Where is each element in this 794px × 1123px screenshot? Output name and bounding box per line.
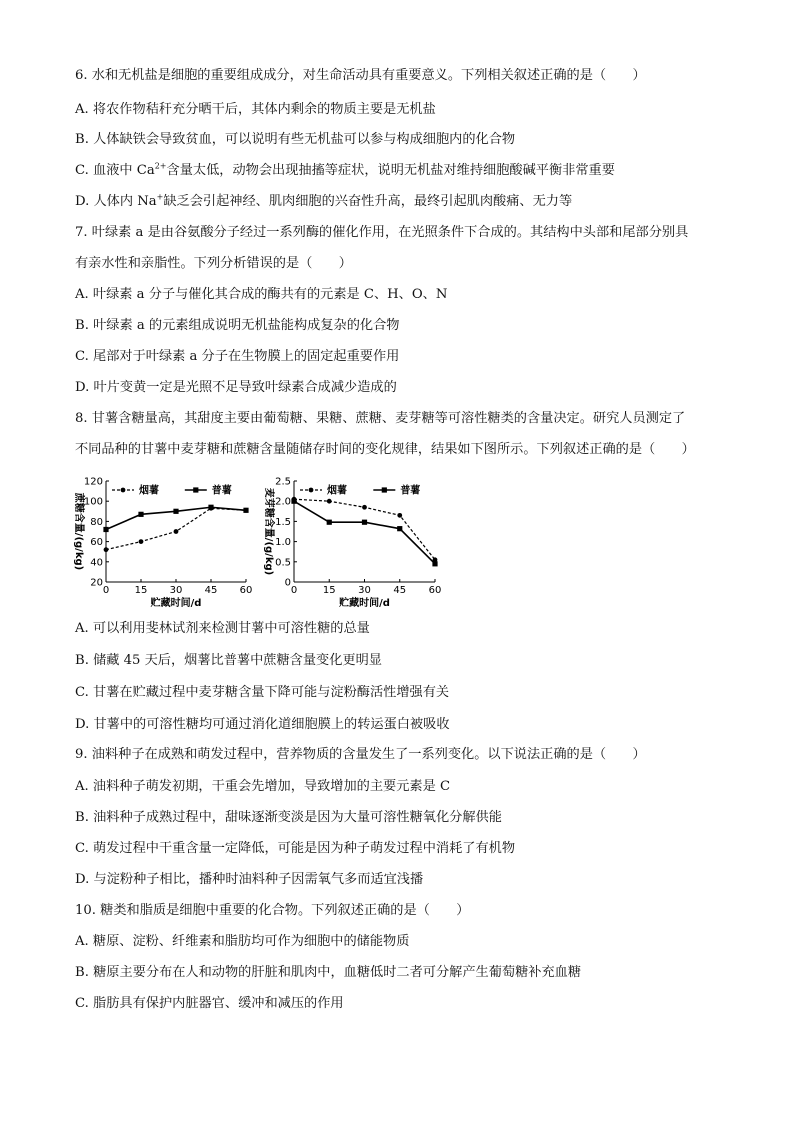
- q10-option-b: B. 糖原主要分布在人和动物的肝脏和肌肉中，血糖低时二者可分解产生葡萄糖补充血糖: [75, 965, 582, 980]
- q6-option-c-post: 含量太低，动物会出现抽搐等症状，说明无机盐对维持细胞酸碱平衡非常重要: [166, 163, 615, 178]
- x-tick-label: 30: [169, 585, 183, 596]
- q10-option-c: C. 脂肪具有保护内脏器官、缓冲和减压的作用: [75, 996, 344, 1011]
- q6-option-c-sup: 2+: [154, 161, 167, 171]
- q6-option-d-pre: D. 人体内 Na: [75, 194, 157, 209]
- data-point-普薯: [362, 520, 367, 525]
- legend-marker: [121, 488, 126, 493]
- q8-option-c: C. 甘薯在贮藏过程中麦芽糖含量下降可能与淀粉酶活性增强有关: [75, 685, 450, 700]
- data-point-普薯: [291, 499, 296, 504]
- q10-option-a: A. 糖原、淀粉、纤维素和脂肪均可作为细胞中的储能物质: [75, 934, 410, 949]
- data-point-普薯: [327, 520, 332, 525]
- q10-stem: 10. 糖类和脂质是细胞中重要的化合物。下列叙述正确的是（ ）: [75, 903, 470, 918]
- q7-option-c: C. 尾部对于叶绿素 a 分子在生物膜上的固定起重要作用: [75, 349, 400, 364]
- q9-option-c: C. 萌发过程中干重含量一定降低，可能是因为种子萌发过程中消耗了有机物: [75, 841, 516, 856]
- data-point-普薯: [103, 527, 108, 532]
- x-axis-label: 贮藏时间/d: [150, 598, 202, 609]
- q6-option-b: B. 人体缺铁会导致贫血，可以说明有些无机盐可以参与构成细胞内的化合物: [75, 132, 516, 147]
- legend-marker: [309, 488, 314, 493]
- data-point-烟薯: [139, 539, 144, 544]
- q6-option-c: [75, 162, 615, 180]
- q7-stem-1: 7. 叶绿素 a 是由谷氨酸分子经过一系列酶的催化作用，在光照条件下合成的。其结构中头部和尾部分别具: [75, 225, 689, 240]
- q6-option-d-sup: +: [156, 192, 164, 202]
- data-point-普薯: [208, 505, 213, 510]
- data-point-普薯: [243, 508, 248, 513]
- data-point-烟薯: [362, 505, 367, 510]
- y-axis-label: 蔗糖含量/(g/kg): [73, 492, 84, 571]
- x-tick-label: 45: [393, 585, 407, 596]
- q7-stem-2: 有亲水性和亲脂性。下列分析错误的是（ ）: [75, 256, 352, 271]
- q6-option-c-pre: C. 血液中 Ca: [75, 163, 155, 178]
- y-tick-label: 40: [90, 557, 103, 569]
- legend-label: 烟薯: [139, 485, 159, 497]
- y-tick-label: 0: [284, 577, 291, 589]
- sucrose-chart: [62, 470, 267, 610]
- x-tick-label: 30: [358, 585, 371, 596]
- x-tick-label: 0: [290, 585, 298, 596]
- q9-option-d: D. 与淀粉种子相比，播种时油料种子因需氧气多而适宜浅播: [75, 872, 424, 887]
- y-tick-label: 1.5: [275, 516, 291, 528]
- series-line-普薯: [294, 501, 435, 564]
- y-tick-label: 100: [83, 496, 103, 508]
- q6-option-a: A. 将农作物秸秆充分晒干后，其体内剩余的物质主要是无机盐: [75, 102, 436, 117]
- data-point-烟薯: [104, 547, 109, 552]
- x-axis-label: 贮藏时间/d: [339, 598, 390, 609]
- legend-marker: [382, 487, 387, 492]
- data-point-烟薯: [174, 529, 179, 534]
- data-point-普薯: [173, 509, 178, 514]
- y-tick-label: 60: [90, 537, 103, 549]
- legend-marker: [193, 487, 198, 492]
- maltose-chart: [258, 470, 458, 610]
- q8-option-a: A. 可以利用斐林试剂来检测甘薯中可溶性糖的总量: [75, 621, 370, 636]
- x-tick-label: 15: [134, 585, 148, 596]
- x-tick-label: 45: [204, 585, 218, 596]
- q7-option-b: B. 叶绿素 a 的元素组成说明无机盐能构成复杂的化合物: [75, 318, 400, 333]
- legend-label: 普薯: [211, 485, 232, 497]
- q9-option-b: B. 油料种子成熟过程中，甜味逐渐变淡是因为大量可溶性糖氧化分解供能: [75, 810, 502, 825]
- q8-option-d: D. 甘薯中的可溶性糖均可通过消化道细胞膜上的转运蛋白被吸收: [75, 717, 450, 732]
- x-tick-label: 0: [102, 585, 110, 596]
- y-tick-label: 120: [83, 476, 103, 488]
- q7-option-d: D. 叶片变黄一定是光照不足导致叶绿素合成减少造成的: [75, 380, 397, 395]
- y-tick-label: 80: [90, 516, 103, 528]
- legend-label: 普薯: [400, 485, 421, 497]
- series-line-烟薯: [106, 508, 246, 549]
- q7-option-a: A. 叶绿素 a 分子与催化其合成的酶共有的元素是 C、H、O、N: [75, 287, 448, 302]
- q6-option-d: [75, 193, 572, 211]
- y-axis-label: 麦芽糖含量/(g/kg): [263, 487, 274, 576]
- y-tick-label: 0.5: [275, 557, 291, 569]
- y-tick-label: 2.0: [275, 496, 291, 508]
- x-tick-label: 60: [239, 585, 253, 596]
- data-point-烟薯: [397, 513, 402, 518]
- q6-option-d-post: 缺乏会引起神经、肌肉细胞的兴奋性升高，最终引起肌肉酸痛、无力等: [163, 194, 573, 209]
- y-tick-label: 2.5: [275, 476, 291, 488]
- data-point-烟薯: [327, 499, 332, 504]
- q8-option-b: B. 储藏 45 天后，烟薯比普薯中蔗糖含量变化更明显: [75, 653, 382, 668]
- y-tick-label: 20: [90, 577, 103, 589]
- legend-label: 烟薯: [327, 485, 347, 497]
- data-point-普薯: [397, 526, 402, 531]
- data-point-普薯: [432, 561, 437, 566]
- q6-stem: 6. 水和无机盐是细胞的重要组成成分，对生命活动具有重要意义。下列相关叙述正确的是（ ）: [75, 68, 646, 83]
- x-tick-label: 60: [428, 585, 442, 596]
- y-tick-label: 1.0: [275, 537, 291, 549]
- q9-stem: 9. 油料种子在成熟和萌发过程中，营养物质的含量发生了一系列变化。以下说法正确的是（ ）: [75, 747, 646, 762]
- q8-stem-1: 8. 甘薯含糖量高，其甜度主要由葡萄糖、果糖、蔗糖、麦芽糖等可溶性糖类的含量决定。研究人员测定了: [75, 411, 686, 426]
- data-point-普薯: [138, 512, 143, 517]
- q9-option-a: A. 油料种子萌发初期，干重会先增加，导致增加的主要元素是 C: [75, 779, 451, 794]
- q8-stem-2: 不同品种的甘薯中麦芽糖和蔗糖含量随储存时间的变化规律，结果如下图所示。下列叙述正确的是（ ）: [75, 442, 695, 457]
- x-tick-label: 15: [322, 585, 336, 596]
